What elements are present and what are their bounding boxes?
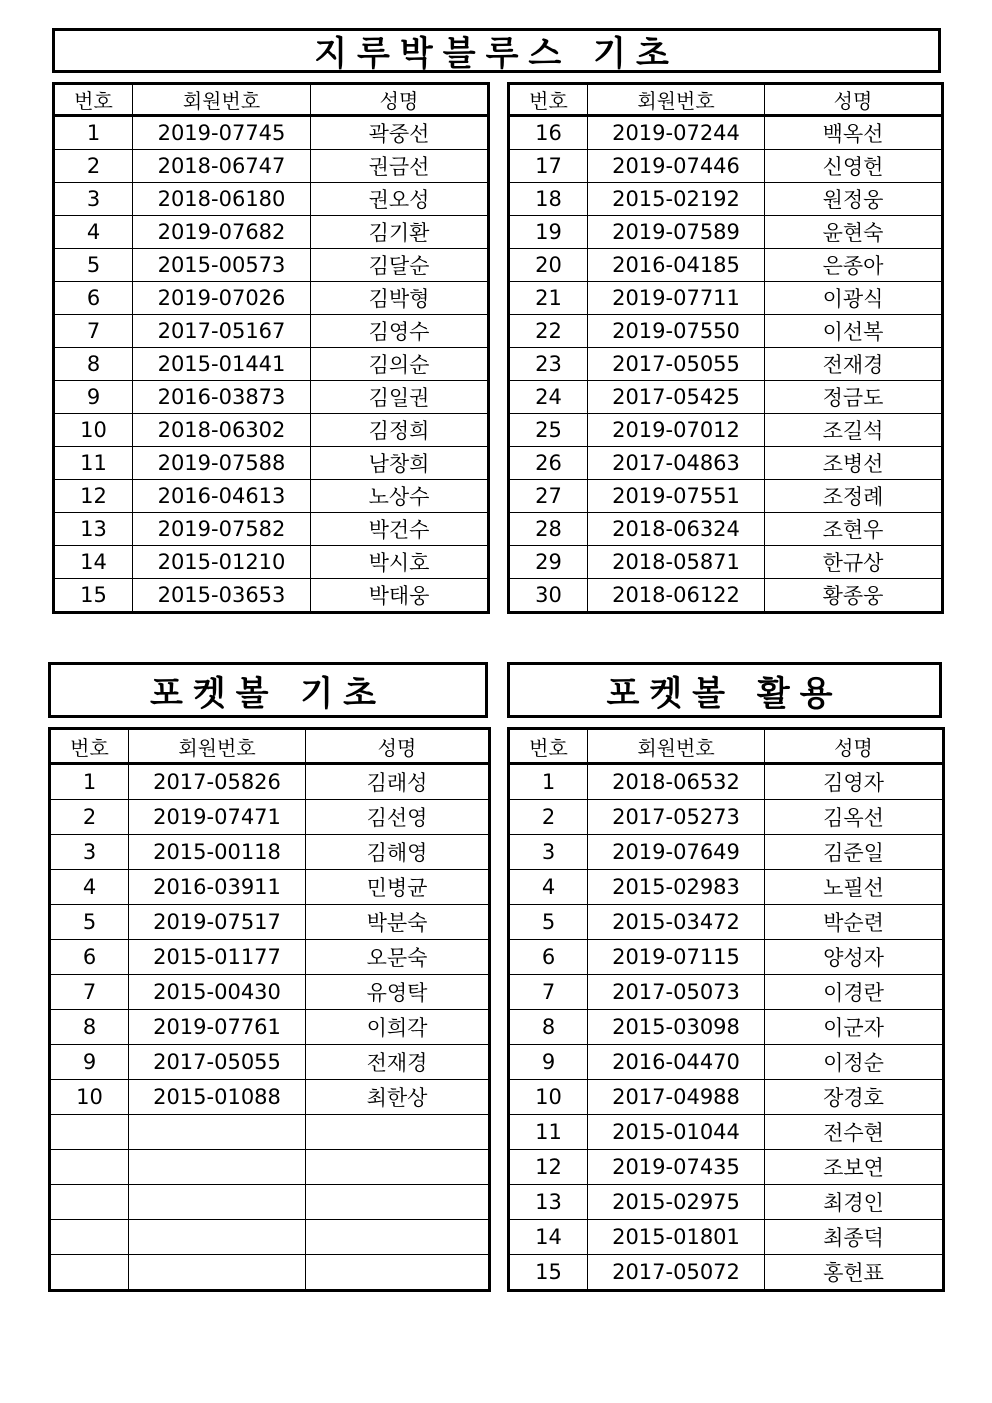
cell-number: 3 <box>509 835 588 870</box>
cell-name: 조보연 <box>765 1150 944 1185</box>
header-member-id: 회원번호 <box>133 84 311 116</box>
cell-name: 조정례 <box>765 480 943 513</box>
cell-number: 23 <box>509 348 588 381</box>
cell-name: 장경호 <box>765 1080 944 1115</box>
cell-name: 김일권 <box>311 381 489 414</box>
cell-number: 4 <box>509 870 588 905</box>
cell-member-id: 2017-05055 <box>129 1045 306 1080</box>
cell-number: 14 <box>54 546 133 579</box>
cell-name: 이광식 <box>765 282 943 315</box>
cell-name: 김래성 <box>306 764 490 800</box>
cell-number <box>50 1255 129 1291</box>
cell-name: 황종웅 <box>765 579 943 613</box>
cell-name: 박순련 <box>765 905 944 940</box>
cell-number: 20 <box>509 249 588 282</box>
table-row <box>50 800 490 835</box>
cell-name: 남창희 <box>311 447 489 480</box>
cell-number: 28 <box>509 513 588 546</box>
table-row <box>509 546 943 579</box>
table-row <box>54 480 489 513</box>
cell-member-id: 2017-05073 <box>588 975 765 1010</box>
table-row <box>509 764 944 800</box>
cell-number: 8 <box>54 348 133 381</box>
cell-number: 11 <box>54 447 133 480</box>
cell-name: 양성자 <box>765 940 944 975</box>
table-row <box>509 870 944 905</box>
header-number: 번호 <box>50 729 129 764</box>
cell-number: 7 <box>54 315 133 348</box>
cell-member-id: 2018-06324 <box>588 513 765 546</box>
cell-member-id: 2015-03098 <box>588 1010 765 1045</box>
cell-number: 8 <box>509 1010 588 1045</box>
cell-member-id: 2018-05871 <box>588 546 765 579</box>
cell-member-id: 2015-02975 <box>588 1185 765 1220</box>
cell-number: 7 <box>50 975 129 1010</box>
table-row <box>509 282 943 315</box>
table-row <box>54 216 489 249</box>
cell-number: 1 <box>509 764 588 800</box>
cell-member-id: 2015-02192 <box>588 183 765 216</box>
cell-member-id <box>129 1185 306 1220</box>
cell-name: 노상수 <box>311 480 489 513</box>
table-row <box>509 940 944 975</box>
cell-member-id: 2016-03911 <box>129 870 306 905</box>
cell-member-id: 2019-07471 <box>129 800 306 835</box>
cell-number: 4 <box>54 216 133 249</box>
table-row <box>54 546 489 579</box>
table-header-row <box>509 84 943 116</box>
cell-name: 은종아 <box>765 249 943 282</box>
cell-number: 12 <box>509 1150 588 1185</box>
cell-name <box>306 1150 490 1185</box>
cell-number <box>50 1150 129 1185</box>
table-row <box>509 975 944 1010</box>
cell-name: 이선복 <box>765 315 943 348</box>
cell-name: 윤현숙 <box>765 216 943 249</box>
cell-number <box>50 1185 129 1220</box>
cell-member-id: 2015-01177 <box>129 940 306 975</box>
table-row <box>509 381 943 414</box>
cell-number: 5 <box>50 905 129 940</box>
table-row <box>54 315 489 348</box>
header-member-id: 회원번호 <box>588 729 765 764</box>
cell-number: 2 <box>50 800 129 835</box>
cell-member-id: 2017-05055 <box>588 348 765 381</box>
cell-name: 김옥선 <box>765 800 944 835</box>
table-row <box>509 150 943 183</box>
cell-member-id: 2015-00118 <box>129 835 306 870</box>
cell-member-id: 2019-07588 <box>133 447 311 480</box>
header-name: 성명 <box>311 84 489 116</box>
table-header-row <box>50 729 490 764</box>
cell-member-id: 2019-07745 <box>133 116 311 150</box>
cell-name: 홍헌표 <box>765 1255 944 1291</box>
table-row <box>509 1185 944 1220</box>
cell-name: 권금선 <box>311 150 489 183</box>
cell-member-id: 2016-04613 <box>133 480 311 513</box>
table-row <box>50 1080 490 1115</box>
cell-name <box>306 1115 490 1150</box>
cell-member-id: 2019-07446 <box>588 150 765 183</box>
cell-member-id: 2019-07517 <box>129 905 306 940</box>
cell-member-id: 2016-03873 <box>133 381 311 414</box>
roster-table-jirubak-blues-left <box>52 82 490 614</box>
cell-name: 전재경 <box>306 1045 490 1080</box>
roster-table-pocketball-basic <box>48 727 491 1292</box>
cell-member-id: 2019-07711 <box>588 282 765 315</box>
cell-member-id <box>129 1150 306 1185</box>
table-row <box>509 1255 944 1291</box>
cell-name: 박분숙 <box>306 905 490 940</box>
cell-member-id: 2018-06302 <box>133 414 311 447</box>
table-row <box>50 905 490 940</box>
table-row <box>509 315 943 348</box>
cell-name: 김달순 <box>311 249 489 282</box>
cell-member-id: 2019-07115 <box>588 940 765 975</box>
cell-member-id <box>129 1115 306 1150</box>
cell-name: 오문숙 <box>306 940 490 975</box>
table-row <box>54 414 489 447</box>
table-row <box>509 1220 944 1255</box>
table-row <box>509 1010 944 1045</box>
cell-member-id: 2015-03653 <box>133 579 311 613</box>
header-member-id: 회원번호 <box>588 84 765 116</box>
cell-number: 7 <box>509 975 588 1010</box>
table-row <box>509 348 943 381</box>
cell-number: 13 <box>509 1185 588 1220</box>
table-row <box>50 870 490 905</box>
cell-number: 6 <box>54 282 133 315</box>
table-row <box>50 940 490 975</box>
table-row <box>50 1185 490 1220</box>
cell-number: 18 <box>509 183 588 216</box>
cell-name: 김기환 <box>311 216 489 249</box>
cell-name: 김의순 <box>311 348 489 381</box>
table-row <box>50 1010 490 1045</box>
cell-number: 1 <box>54 116 133 150</box>
roster-table-pocketball-applied <box>507 727 945 1292</box>
cell-name: 김정희 <box>311 414 489 447</box>
cell-name: 박건수 <box>311 513 489 546</box>
table-row <box>50 975 490 1010</box>
cell-member-id: 2019-07244 <box>588 116 765 150</box>
cell-number: 8 <box>50 1010 129 1045</box>
table-row <box>509 183 943 216</box>
header-name: 성명 <box>765 729 944 764</box>
cell-name: 김영자 <box>765 764 944 800</box>
cell-member-id: 2017-04863 <box>588 447 765 480</box>
cell-number: 3 <box>50 835 129 870</box>
table-header-row <box>54 84 489 116</box>
cell-number: 5 <box>54 249 133 282</box>
table-row <box>509 414 943 447</box>
table-row <box>50 1220 490 1255</box>
cell-number: 10 <box>50 1080 129 1115</box>
header-number: 번호 <box>509 729 588 764</box>
cell-number: 2 <box>54 150 133 183</box>
cell-member-id: 2017-04988 <box>588 1080 765 1115</box>
table-row <box>509 249 943 282</box>
table-row <box>509 447 943 480</box>
cell-member-id: 2018-06747 <box>133 150 311 183</box>
cell-number: 16 <box>509 116 588 150</box>
cell-member-id: 2017-05826 <box>129 764 306 800</box>
cell-member-id: 2016-04185 <box>588 249 765 282</box>
cell-member-id: 2019-07682 <box>133 216 311 249</box>
cell-member-id: 2018-06532 <box>588 764 765 800</box>
section-title-pocketball-applied: 포켓볼 활용 <box>507 662 942 718</box>
cell-name: 최경인 <box>765 1185 944 1220</box>
cell-name: 김준일 <box>765 835 944 870</box>
cell-name: 최한상 <box>306 1080 490 1115</box>
cell-number: 15 <box>509 1255 588 1291</box>
table-row <box>509 905 944 940</box>
cell-number: 12 <box>54 480 133 513</box>
cell-number: 30 <box>509 579 588 613</box>
header-number: 번호 <box>509 84 588 116</box>
cell-name <box>306 1185 490 1220</box>
cell-name: 박태웅 <box>311 579 489 613</box>
cell-name: 백옥선 <box>765 116 943 150</box>
cell-name: 유영탁 <box>306 975 490 1010</box>
cell-number: 6 <box>509 940 588 975</box>
cell-name: 조병선 <box>765 447 943 480</box>
cell-member-id: 2017-05072 <box>588 1255 765 1291</box>
cell-number: 25 <box>509 414 588 447</box>
section-title-jirubak-blues: 지루박블루스 기초 <box>52 28 941 73</box>
header-name: 성명 <box>765 84 943 116</box>
cell-member-id: 2018-06180 <box>133 183 311 216</box>
cell-number: 19 <box>509 216 588 249</box>
table-row <box>509 1115 944 1150</box>
table-row <box>54 183 489 216</box>
cell-member-id: 2019-07551 <box>588 480 765 513</box>
table-row <box>54 447 489 480</box>
cell-number: 6 <box>50 940 129 975</box>
cell-name: 노필선 <box>765 870 944 905</box>
cell-name: 이희각 <box>306 1010 490 1045</box>
cell-number: 13 <box>54 513 133 546</box>
cell-number <box>50 1220 129 1255</box>
table-row <box>54 116 489 150</box>
table-row <box>509 1080 944 1115</box>
cell-name: 조길석 <box>765 414 943 447</box>
cell-member-id: 2015-01088 <box>129 1080 306 1115</box>
cell-number: 14 <box>509 1220 588 1255</box>
cell-number: 24 <box>509 381 588 414</box>
cell-number: 26 <box>509 447 588 480</box>
cell-number: 10 <box>509 1080 588 1115</box>
table-row <box>54 348 489 381</box>
cell-number: 9 <box>50 1045 129 1080</box>
cell-name: 이정순 <box>765 1045 944 1080</box>
cell-name: 김해영 <box>306 835 490 870</box>
cell-member-id: 2015-00573 <box>133 249 311 282</box>
cell-member-id: 2015-01044 <box>588 1115 765 1150</box>
table-row <box>50 1045 490 1080</box>
cell-name: 김선영 <box>306 800 490 835</box>
cell-name <box>306 1255 490 1291</box>
cell-name: 조현우 <box>765 513 943 546</box>
cell-member-id <box>129 1255 306 1291</box>
cell-name: 한규상 <box>765 546 943 579</box>
table-row <box>54 150 489 183</box>
cell-name: 김박형 <box>311 282 489 315</box>
cell-member-id: 2017-05425 <box>588 381 765 414</box>
cell-name: 이군자 <box>765 1010 944 1045</box>
cell-member-id: 2015-02983 <box>588 870 765 905</box>
header-number: 번호 <box>54 84 133 116</box>
table-row <box>509 800 944 835</box>
cell-member-id: 2015-03472 <box>588 905 765 940</box>
cell-member-id: 2019-07550 <box>588 315 765 348</box>
cell-name: 원정웅 <box>765 183 943 216</box>
table-row <box>54 513 489 546</box>
table-row <box>54 579 489 613</box>
cell-number: 1 <box>50 764 129 800</box>
cell-number: 17 <box>509 150 588 183</box>
cell-member-id: 2015-01801 <box>588 1220 765 1255</box>
cell-member-id: 2018-06122 <box>588 579 765 613</box>
table-row <box>509 513 943 546</box>
cell-name: 곽중선 <box>311 116 489 150</box>
cell-member-id: 2019-07026 <box>133 282 311 315</box>
cell-member-id: 2019-07761 <box>129 1010 306 1045</box>
cell-name <box>306 1220 490 1255</box>
cell-name: 권오성 <box>311 183 489 216</box>
cell-member-id: 2015-01210 <box>133 546 311 579</box>
table-row <box>50 835 490 870</box>
cell-number: 5 <box>509 905 588 940</box>
cell-name: 전수현 <box>765 1115 944 1150</box>
cell-member-id: 2015-01441 <box>133 348 311 381</box>
cell-member-id: 2019-07582 <box>133 513 311 546</box>
table-row <box>509 216 943 249</box>
cell-name: 신영헌 <box>765 150 943 183</box>
header-member-id: 회원번호 <box>129 729 306 764</box>
table-row <box>509 579 943 613</box>
table-row <box>54 249 489 282</box>
section-title-pocketball-basic: 포켓볼 기초 <box>48 662 488 718</box>
cell-name: 민병균 <box>306 870 490 905</box>
cell-number: 2 <box>509 800 588 835</box>
cell-number: 9 <box>509 1045 588 1080</box>
table-row <box>50 1255 490 1291</box>
cell-number: 22 <box>509 315 588 348</box>
table-row <box>54 282 489 315</box>
cell-number: 27 <box>509 480 588 513</box>
header-name: 성명 <box>306 729 490 764</box>
table-row <box>54 381 489 414</box>
cell-number: 15 <box>54 579 133 613</box>
cell-member-id <box>129 1220 306 1255</box>
cell-name: 최종덕 <box>765 1220 944 1255</box>
cell-number: 3 <box>54 183 133 216</box>
cell-member-id: 2019-07589 <box>588 216 765 249</box>
cell-name: 전재경 <box>765 348 943 381</box>
table-row <box>50 764 490 800</box>
cell-name: 이경란 <box>765 975 944 1010</box>
cell-number: 11 <box>509 1115 588 1150</box>
cell-member-id: 2016-04470 <box>588 1045 765 1080</box>
cell-member-id: 2017-05273 <box>588 800 765 835</box>
cell-member-id: 2015-00430 <box>129 975 306 1010</box>
cell-number: 10 <box>54 414 133 447</box>
cell-member-id: 2019-07649 <box>588 835 765 870</box>
cell-name: 김영수 <box>311 315 489 348</box>
table-row <box>509 1150 944 1185</box>
cell-number <box>50 1115 129 1150</box>
table-row <box>509 835 944 870</box>
cell-number: 21 <box>509 282 588 315</box>
table-row <box>509 1045 944 1080</box>
table-header-row <box>509 729 944 764</box>
cell-name: 박시호 <box>311 546 489 579</box>
table-row <box>509 116 943 150</box>
cell-number: 4 <box>50 870 129 905</box>
cell-name: 정금도 <box>765 381 943 414</box>
cell-member-id: 2019-07012 <box>588 414 765 447</box>
cell-number: 29 <box>509 546 588 579</box>
cell-member-id: 2019-07435 <box>588 1150 765 1185</box>
table-row <box>509 480 943 513</box>
table-row <box>50 1150 490 1185</box>
roster-table-jirubak-blues-right <box>507 82 944 614</box>
table-row <box>50 1115 490 1150</box>
cell-member-id: 2017-05167 <box>133 315 311 348</box>
cell-number: 9 <box>54 381 133 414</box>
